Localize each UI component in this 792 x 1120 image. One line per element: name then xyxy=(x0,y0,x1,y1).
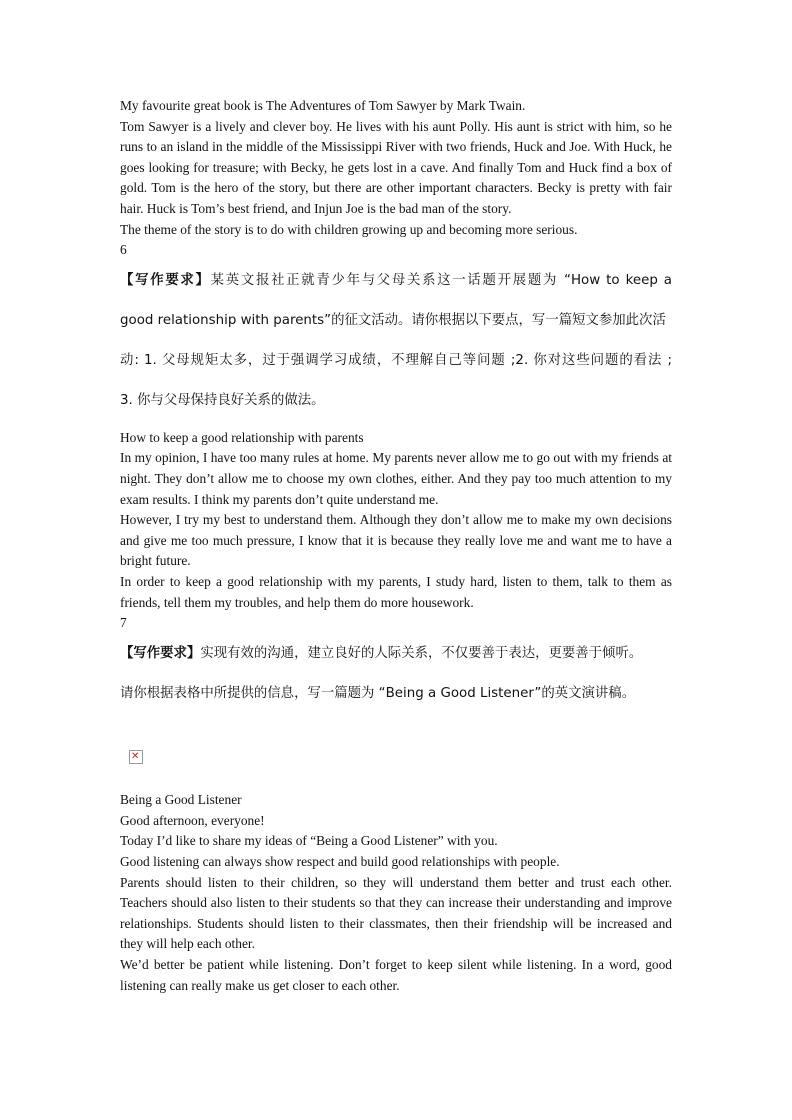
requirement-tag: 【写作要求】 xyxy=(120,645,201,661)
requirement-tag: 【写作要求】 xyxy=(120,272,211,288)
essay-title-6: How to keep a good relationship with parents xyxy=(120,429,364,445)
speech-greeting: Good afternoon, everyone! xyxy=(120,812,265,828)
writing-requirement-6-line2: good relationship with parents”的征文活动。请你根据以下要点，写一篇短文参加此次活 xyxy=(120,312,666,328)
essay-title-7: Being a Good Listener xyxy=(120,792,242,808)
essay-paragraph: In order to keep a good relationship with my parents, I study hard, listen to them, talk to them as friends, tell them my troubles, and help them do more housework. xyxy=(120,573,672,610)
question-number-6: 6 xyxy=(120,242,127,258)
writing-requirement-6-line3: 动: 1. 父母规矩太多，过于强调学习成绩，不理解自己等问题 ;2. 你对这些问题的看法 ; xyxy=(120,352,672,368)
book-intro-line: My favourite great book is The Adventures of Tom Sawyer by Mark Twain. xyxy=(120,98,526,113)
book-summary-paragraph: Tom Sawyer is a lively and clever boy. He lives with his aunt Polly. His aunt is strict with him, so he runs to an island in the middle of the Mississippi River with two friends, Huck and Joe. With Huck, he goes looking for treasure; with Becky, he gets lost in a cave. And finally Tom and Huck find a box of gold. Tom is the hero of the story, but there are other important characters. Becky is pretty with fair hair. Huck is Tom’s best friend, and Injun Joe is the bad man of the story. xyxy=(120,118,672,216)
requirement-text: 某英文报社正就青少年与父母关系这一话题开展题为 “How to keep a xyxy=(210,272,673,288)
speech-paragraph: Good listening can always show respect and build good relationships with people. xyxy=(120,854,560,870)
essay-paragraph: In my opinion, I have too many rules at home. My parents never allow me to go out with my friends at night. They don’t allow me to choose my own clothes, either. And they pay too much attention to my exam results. I think my parents don’t quite understand me. xyxy=(120,450,672,507)
speech-paragraph: Today I’d like to share my ideas of “Being a Good Listener” with you. xyxy=(120,833,498,849)
writing-requirement-6-line1 xyxy=(120,271,672,291)
requirement-text: 实现有效的沟通，建立良好的人际关系，不仅要善于表达，更要善于倾听。 xyxy=(200,645,643,661)
speech-paragraph: Parents should listen to their children, so they will understand them better and trust each other. Teachers should also listen to their students so that they can increase their understanding and improve relationships. Students should listen to their classmates, then their friendship will be increased and they will help each other. xyxy=(120,874,672,952)
writing-requirement-6-line4: 3. 你与父母保持良好关系的做法。 xyxy=(120,392,325,408)
broken-image-icon xyxy=(129,750,143,764)
writing-requirement-7-line2: 请你根据表格中所提供的信息，写一篇题为 “Being a Good Listener”的英文演讲稿。 xyxy=(120,685,636,701)
essay-paragraph: However, I try my best to understand them. Although they don’t allow me to make my own decisions and give me too much pressure, I know that it is because they really love me and want me to have a bright future. xyxy=(120,512,672,569)
document-page xyxy=(120,96,672,996)
writing-requirement-7-line1 xyxy=(120,644,672,664)
speech-paragraph: We’d better be patient while listening. Don’t forget to keep silent while listening. In a word, good listening can really make us get closer to each other. xyxy=(120,957,672,993)
book-theme-line: The theme of the story is to do with children growing up and becoming more serious. xyxy=(120,221,578,237)
question-number-7: 7 xyxy=(120,615,127,631)
